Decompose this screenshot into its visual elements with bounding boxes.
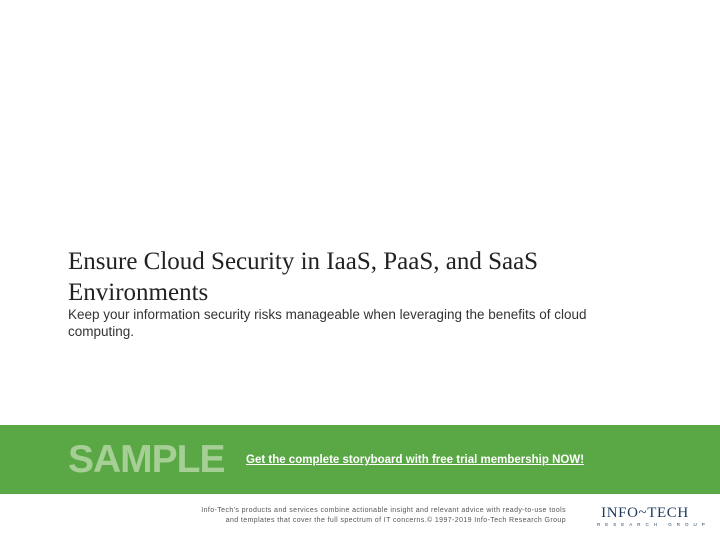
- logo-tagline: RESEARCH GROUP: [597, 522, 710, 527]
- slide-title: Ensure Cloud Security in IaaS, PaaS, and SaaS Environments: [68, 248, 539, 306]
- sample-label: SAMPLE: [68, 438, 225, 481]
- slide-subtitle: Keep your information security risks manageable when leveraging the benefits of cloud computing.: [68, 307, 587, 339]
- free-trial-link[interactable]: Get the complete storyboard with free trial membership NOW!: [246, 454, 585, 466]
- footer-note: [150, 506, 566, 526]
- footer-note-line: Info-Tech's products and services combine actionable insight and relevant advice with ready-to-use tools: [201, 507, 566, 514]
- info-tech-logo: [597, 505, 710, 529]
- logo-wordmark: INFO~TECH: [601, 505, 689, 521]
- footer-note-line: and templates that cover the full spectrum of IT concerns.© 1997-2019 Info-Tech Research Group: [225, 517, 566, 524]
